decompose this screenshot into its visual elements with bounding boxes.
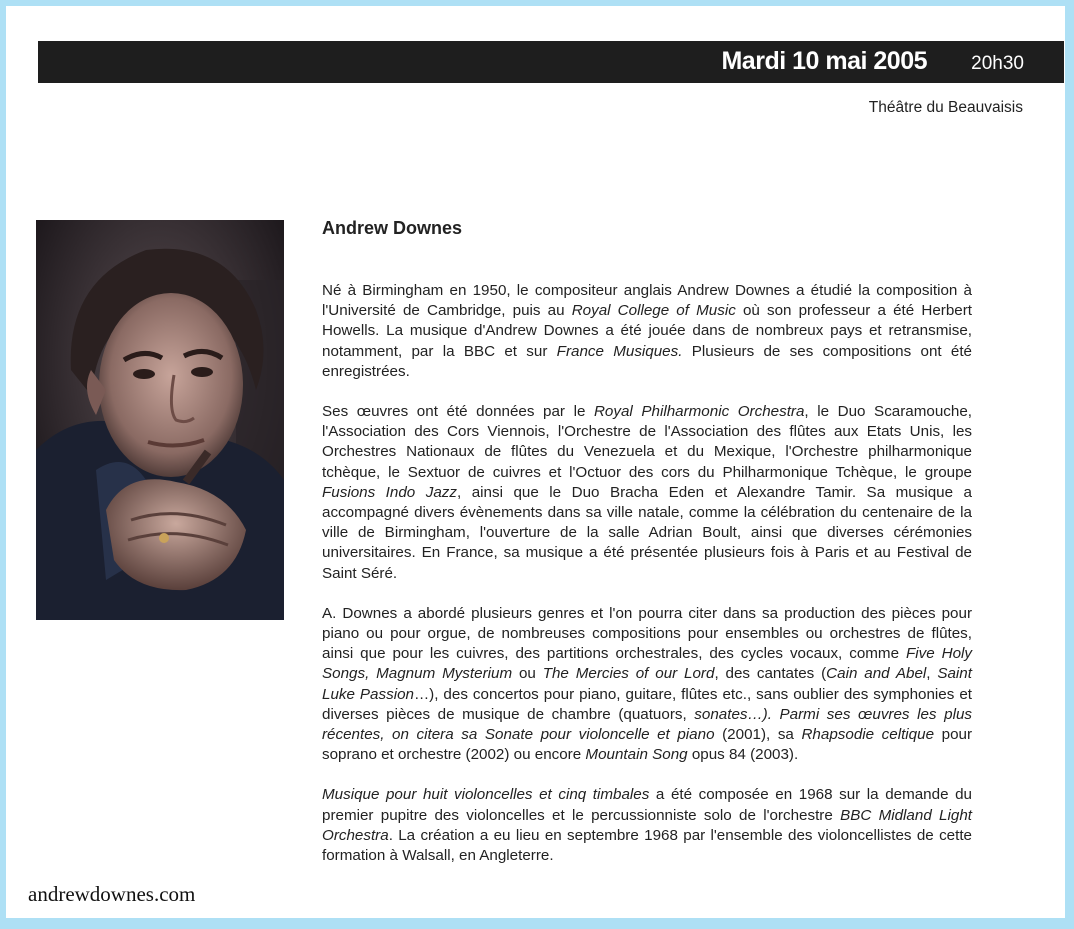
italic-run: Rhapsodie celtique — [801, 726, 935, 744]
header-bar — [38, 41, 1064, 83]
text-run: , des cantates ( — [714, 665, 827, 683]
text-run: …), des concertos pour piano, guitare, flûtes etc., sans oublier des symphonies et diverses pièces de musique de chambre (quatuors, — [322, 685, 973, 723]
text-run: , — [926, 665, 938, 683]
text-run: opus 84 (2003). — [687, 746, 799, 764]
italic-run: Cain and Abel — [826, 665, 927, 683]
program-page — [6, 6, 1065, 918]
paragraph-biography — [322, 281, 972, 382]
paragraph-works — [322, 604, 972, 766]
italic-run: Five Holy Songs, Magnum Mysterium — [322, 645, 973, 683]
website-caption: andrewdownes.com — [28, 882, 196, 906]
event-time: 20h30 — [971, 53, 1024, 74]
italic-run: Royal College of Music — [571, 302, 736, 320]
portrait-image — [36, 220, 284, 620]
event-date: Mardi 10 mai 2005 — [721, 47, 927, 75]
paragraph-performances — [322, 402, 972, 584]
italic-run: BBC Midland Light Orchestra — [322, 806, 972, 844]
text-run: , ainsi que le Duo Bracha Eden et Alexandre Tamir. Sa musique a accompagné divers évènements dans sa ville natale, comme la célébration du centenaire de la ville de Birmingham, l'ouverture de la salle Adrian Boult, ainsi que diverses cérémonies universitaires. En France, sa musique a été présentée plusieurs fois à Paris et au Festival de Saint Séré. — [322, 483, 973, 582]
text-run: Ses œuvres ont été données par le — [322, 403, 594, 421]
italic-run: sonates…). Parmi ses œuvres les plus récentes, on citera sa Sonate pour violoncelle et piano — [322, 705, 972, 744]
italic-run: The Mercies of our Lord — [542, 665, 715, 683]
text-run: pour soprano et orchestre (2002) ou encore — [322, 726, 973, 764]
text-run: Né à Birmingham en 1950, le compositeur anglais Andrew Downes a étudié la composition à l'Université de Cambridge, puis au — [322, 282, 972, 320]
text-run: a été composée en 1968 sur la demande du premier pupitre des violoncelles et le percussionniste solo de l'orchestre — [322, 786, 972, 824]
text-run: . La création a eu lieu en septembre 1968 par l'ensemble des violoncellistes de cette formation à Walsall, en Angleterre. — [322, 826, 972, 865]
text-run: , le Duo Scaramouche, l'Association des Cors Viennois, l'Orchestre de l'Association des flûtes aux Etats Unis, les Orchestres Nationaux de flûtes du Venezuela et du Mexique, l'Orchestre philharmonique tchèque, le Sextuor de cuivres et l'Octuor des cors du Philharmonique Tchèque, le groupe — [322, 403, 972, 481]
italic-run: France Musiques. — [556, 342, 683, 360]
text-run: (2001), sa — [714, 726, 802, 744]
italic-run: Mountain Song — [585, 746, 688, 764]
italic-run: Musique pour huit violoncelles et cinq timbales — [322, 786, 650, 804]
italic-run: Saint Luke Passion — [322, 665, 972, 703]
article-body — [322, 281, 972, 886]
italic-run: Royal Philharmonic Orchestra — [593, 403, 805, 421]
text-run: Plusieurs de ses compositions ont été enregistrées. — [322, 342, 973, 380]
italic-run: Fusions Indo Jazz — [322, 483, 457, 501]
text-run: A. Downes a abordé plusieurs genres et l'on pourra citer dans sa production des pièces pour piano ou pour orgue, de nombreuses compositions pour ensembles ou orchestres de flûtes, ainsi que pour les cuivres, des partitions orchestrales, des cycles vocaux, comme — [322, 604, 972, 663]
text-run: où son professeur a été Herbert Howells. La musique d'Andrew Downes a été jouée dans de nombreux pays et retransmise, notamment, par la BBC et sur — [322, 302, 973, 360]
article-title: Andrew Downes — [322, 218, 463, 238]
paragraph-piece — [322, 785, 972, 866]
text-run: ou — [512, 665, 543, 683]
venue-name: Théâtre du Beauvaisis — [868, 99, 1023, 116]
composer-portrait — [36, 220, 284, 620]
